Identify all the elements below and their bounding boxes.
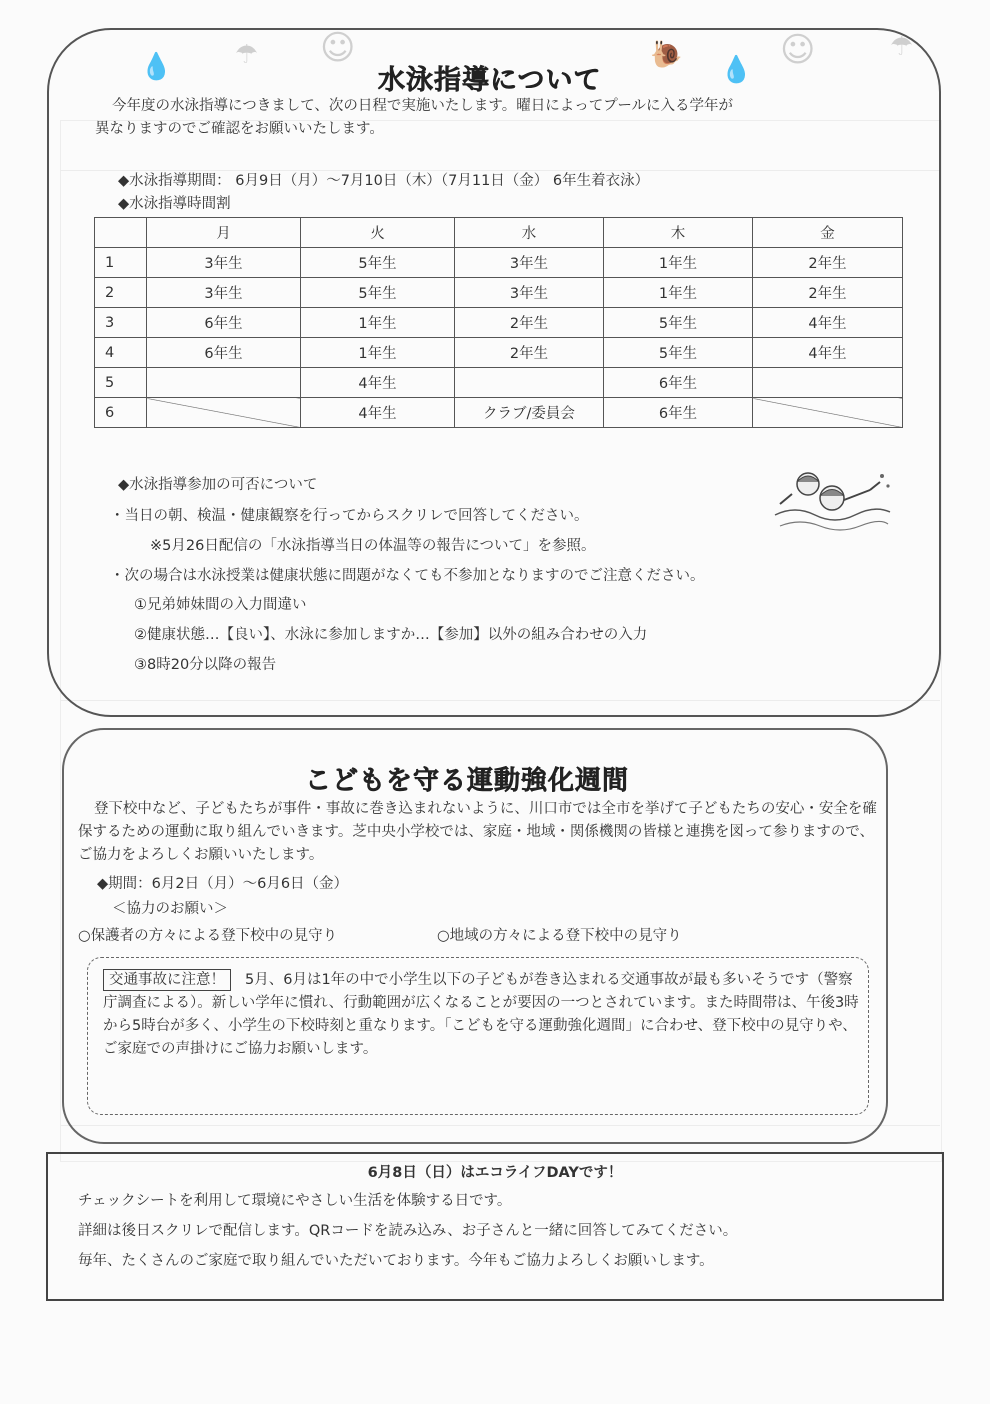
table-cell: 3年生 — [455, 278, 604, 308]
swim-title: 水泳指導について — [378, 65, 602, 96]
table-header-row — [95, 218, 903, 248]
table-header-cell: 木 — [604, 218, 753, 248]
teru-teru-bozu-icon: ☺ — [320, 28, 356, 68]
table-cell: 5年生 — [604, 308, 753, 338]
safety-title: こどもを守る運動強化週間 — [305, 766, 630, 796]
teru-teru-bozu-icon: ☺ — [780, 30, 816, 70]
table-row — [95, 398, 903, 428]
table-cell: クラブ/委員会 — [455, 398, 604, 428]
table-cell: 3年生 — [147, 248, 301, 278]
table-cell: 4年生 — [753, 308, 903, 338]
table-header-cell — [95, 218, 147, 248]
table-header-cell: 水 — [455, 218, 604, 248]
table-cell: 1年生 — [604, 248, 753, 278]
table-row — [95, 248, 903, 278]
table-cell: 2年生 — [753, 278, 903, 308]
raindrop-icon: 💧 — [720, 55, 753, 85]
table-cell: 5年生 — [604, 338, 753, 368]
table-cell: 3年生 — [147, 278, 301, 308]
table-cell: 2年生 — [455, 338, 604, 368]
table-cell: 3年生 — [455, 248, 604, 278]
safety-period: ◆期間：6月2日（月）～6月6日（金） — [97, 876, 349, 892]
traffic-warning-label: 交通事故に注意！ — [103, 969, 231, 991]
table-cell: 4年生 — [301, 398, 455, 428]
table-cell: 5年生 — [301, 248, 455, 278]
table-row — [95, 278, 903, 308]
participation-case3: ③8時20分以降の報告 — [134, 657, 277, 673]
eco-line2: 詳細は後日スクリレで配信します。QRコードを読み込み、お子さんと一緒に回答してみてください。 — [78, 1223, 738, 1239]
participation-note2: ※5月26日配信の「水泳指導当日の体温等の報告について」を参照。 — [150, 538, 596, 554]
table-cell: 5年生 — [301, 278, 455, 308]
swimming-children-icon — [770, 460, 895, 540]
period-number: 4 — [95, 338, 147, 368]
eco-line3: 毎年、たくさんのご家庭で取り組んでいただいております。今年もご協力よろしくお願いします。 — [78, 1253, 714, 1269]
table-cell: 4年生 — [753, 338, 903, 368]
period-number: 1 — [95, 248, 147, 278]
table-cell: 4年生 — [301, 368, 455, 398]
participation-note1: ・当日の朝、検温・健康観察を行ってからスクリレで回答してください。 — [110, 508, 589, 524]
swim-period: ◆水泳指導期間： 6月9日（月）～7月10日（木）（7月11日（金） 6年生着衣泳） — [118, 173, 650, 189]
table-cell: 6年生 — [604, 368, 753, 398]
period-number: 6 — [95, 398, 147, 428]
swim-timetable — [94, 217, 903, 428]
snail-icon: 🐌 — [650, 40, 683, 70]
safety-body: 登下校中など、子どもたちが事件・事故に巻き込まれないように、川口市では全市を挙げて子どもたちの安心・安全を確保するための運動に取り組んでいきます。芝中央小学校では、家庭・地域・関係機関の皆様と連携を図って参りますので、ご協力をよろしくお願いいたします。 — [78, 801, 877, 863]
participation-case1: ①兄弟姉妹間の入力間違い — [134, 597, 307, 613]
safety-request1: ○保護者の方々による登下校中の見守り — [78, 928, 338, 944]
period-number: 5 — [95, 368, 147, 398]
table-cell: 6年生 — [147, 338, 301, 368]
participation-note3: ・次の場合は水泳授業は健康状態に問題がなくても不参加となりますのでご注意ください。 — [110, 568, 705, 584]
swim-timetable-label: ◆水泳指導時間割 — [118, 196, 231, 212]
participation-label: ◆水泳指導参加の可否について — [118, 477, 318, 493]
eco-line1: チェックシートを利用して環境にやさしい生活を体験する日です。 — [78, 1193, 512, 1209]
eco-title: 6月8日（日）はエコライフDAYです！ — [367, 1165, 623, 1181]
table-cell: 6年生 — [147, 308, 301, 338]
table-cell — [753, 368, 903, 398]
table-cell: 1年生 — [301, 338, 455, 368]
umbrella-icon: ☂ — [890, 32, 914, 62]
umbrella-icon: ☂ — [235, 40, 259, 70]
table-row — [95, 308, 903, 338]
table-header-cell: 金 — [753, 218, 903, 248]
traffic-warning-text — [103, 969, 859, 1061]
raindrop-icon: 💧 — [140, 52, 173, 82]
period-number: 2 — [95, 278, 147, 308]
safety-request2: ○地域の方々による登下校中の見守り — [437, 928, 682, 944]
swim-intro-line2: 異なりますのでご確認をお願いいたします。 — [95, 121, 384, 137]
table-cell: 2年生 — [753, 248, 903, 278]
table-cell: 2年生 — [455, 308, 604, 338]
table-row — [95, 368, 903, 398]
table-cell: 1年生 — [604, 278, 753, 308]
swim-intro-line1: 今年度の水泳指導につきまして、次の日程で実施いたします。曜日によってプールに入る学年が — [112, 98, 734, 114]
table-row — [95, 338, 903, 368]
safety-request-label: ＜協力のお願い＞ — [112, 901, 228, 917]
table-cell — [455, 368, 604, 398]
table-cell — [147, 368, 301, 398]
period-number: 3 — [95, 308, 147, 338]
table-cell: 6年生 — [604, 398, 753, 428]
table-header-cell: 火 — [301, 218, 455, 248]
table-cell-empty — [753, 398, 903, 428]
participation-case2: ②健康状態…【良い】、水泳に参加しますか…【参加】以外の組み合わせの入力 — [134, 627, 648, 643]
table-header-cell: 月 — [147, 218, 301, 248]
table-cell: 1年生 — [301, 308, 455, 338]
table-cell-empty — [147, 398, 301, 428]
traffic-warning-body: 5月、6月は1年の中で小学生以下の子どもが巻き込まれる交通事故が最も多いそうです（警察庁調査による）。新しい学年に慣れ、行動範囲が広くなることが要因の一つとされています。また時間帯は、午後3時から5時台が多く、小学生の下校時刻と重なります。「こどもを守る運動強化週間」に合わせ、登下校中の見守りや、ご家庭での声掛けにご協力お願いします。 — [103, 972, 859, 1057]
